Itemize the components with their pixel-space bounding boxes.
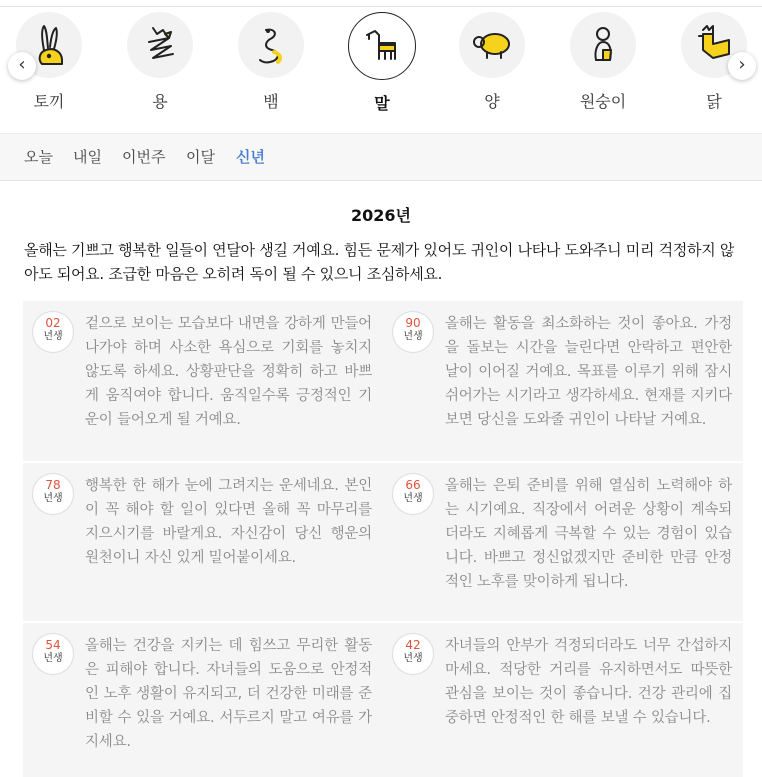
birth-year: 66 — [405, 478, 421, 492]
chevron-left-icon: ‹ — [18, 54, 26, 75]
tab-tomorrow[interactable]: 내일 — [73, 148, 102, 166]
birth-year: 02 — [45, 316, 61, 330]
birth-year-badge — [32, 311, 74, 353]
birth-year-badge — [392, 473, 434, 515]
tab-this-month[interactable]: 이달 — [186, 148, 215, 166]
birth-year-unit: 년생 — [43, 493, 63, 504]
dragon-icon — [127, 12, 193, 78]
birth-year-card — [23, 623, 383, 777]
zodiac-item-dragon[interactable] — [115, 12, 205, 112]
birth-year-unit: 년생 — [403, 331, 423, 342]
sheep-icon — [459, 12, 525, 78]
year-title: 2026년 — [351, 206, 411, 225]
birth-year-badge — [32, 473, 74, 515]
birth-year: 78 — [45, 478, 61, 492]
carousel-prev-button[interactable] — [8, 52, 36, 80]
chevron-right-icon: › — [738, 54, 746, 75]
zodiac-carousel — [0, 6, 762, 134]
monkey-icon — [570, 12, 636, 78]
birth-year-card — [23, 301, 383, 461]
tab-today[interactable]: 오늘 — [24, 148, 53, 166]
birth-year-card — [23, 463, 383, 621]
birth-year-badge — [392, 311, 434, 353]
birth-year-card — [383, 463, 743, 621]
zodiac-label: 닭 — [706, 92, 722, 111]
zodiac-label: 뱀 — [263, 92, 279, 111]
zodiac-label: 원숭이 — [579, 92, 627, 111]
birth-year-unit: 년생 — [43, 331, 63, 342]
snake-icon — [238, 12, 304, 78]
zodiac-item-monkey[interactable] — [558, 12, 648, 112]
fortune-text: 자녀들의 안부가 걱정되더라도 너무 간섭하지 마세요. 적당한 거리를 유지하면서도 따뜻한 관심을 보이는 것이 좋습니다. 건강 관리에 집중하면 안정적인 한 해를 보낼 수 있습니다. — [445, 638, 732, 726]
horse-icon — [348, 12, 416, 80]
zodiac-item-snake[interactable] — [226, 12, 316, 112]
fortune-text: 올해는 건강을 지키는 데 힘쓰고 무리한 활동은 피해야 합니다. 자녀들의 도움으로 안정적인 노후 생활이 유지되고, 더 건강한 미래를 준비할 수 있을 거예요. 서두르지 말고 여유를 가지세요. — [85, 638, 372, 750]
birth-year-unit: 년생 — [403, 493, 423, 504]
zodiac-label: 양 — [484, 92, 500, 111]
carousel-next-button[interactable] — [728, 52, 756, 80]
zodiac-label: 토끼 — [33, 92, 65, 111]
zodiac-item-sheep[interactable] — [447, 12, 537, 112]
tab-this-week[interactable]: 이번주 — [122, 148, 166, 166]
birth-year-badge — [392, 633, 434, 675]
birth-year-unit: 년생 — [43, 653, 63, 664]
fortune-text: 겉으로 보이는 모습보다 내면을 강하게 만들어 나가야 하며 사소한 욕심으로 기회를 놓치지 않도록 하세요. 상황판단을 정확히 하고 바쁘게 움직여야 합니다. 움직일수록 긍정적인 기운이 들어오게 될 거예요. — [85, 316, 372, 428]
birth-year-badge — [32, 633, 74, 675]
birth-year: 54 — [45, 638, 61, 652]
tab-new-year[interactable]: 신년 — [236, 148, 265, 166]
zodiac-label: 용 — [152, 92, 168, 111]
fortune-summary: 올해는 기쁘고 행복한 일들이 연달아 생길 거예요. 힘든 문제가 있어도 귀인이 나타나 도와주니 미리 걱정하지 않아도 되어요. 조급한 마음은 오히려 독이 될 수 있으니 조심하세요. — [24, 241, 735, 283]
birth-year: 42 — [405, 638, 421, 652]
birth-year-unit: 년생 — [403, 653, 423, 664]
fortune-text: 행복한 한 해가 눈에 그려지는 운세네요. 본인이 꼭 해야 할 일이 있다면 올해 꼭 마무리를 지으시기를 바랄게요. 자신감이 당신 행운의 원천이니 자신 있게 밀어붙이세요. — [85, 478, 372, 566]
zodiac-item-horse[interactable] — [337, 12, 427, 114]
zodiac-label: 말 — [374, 94, 390, 113]
fortune-text: 올해는 활동을 최소화하는 것이 좋아요. 가정을 돌보는 시간을 늘린다면 안락하고 편안한 날이 이어질 거예요. 목표를 이루기 위해 잠시 쉬어가는 시기라고 생각하세요. 현재를 지키다 보면 당신을 도와줄 귀인이 나타날 거예요. — [445, 316, 732, 428]
fortune-text: 올해는 은퇴 준비를 위해 열심히 노력해야 하는 시기예요. 직장에서 어려운 상황이 계속되더라도 지혜롭게 극복할 수 있는 경험이 있습니다. 바쁘고 정신없겠지만 준비한 만큼 안정적인 노후를 맞이하게 됩니다. — [445, 478, 732, 590]
period-tabs — [0, 134, 762, 181]
birth-year-card — [383, 301, 743, 461]
birth-year: 90 — [405, 316, 421, 330]
birth-year-card — [383, 623, 743, 777]
